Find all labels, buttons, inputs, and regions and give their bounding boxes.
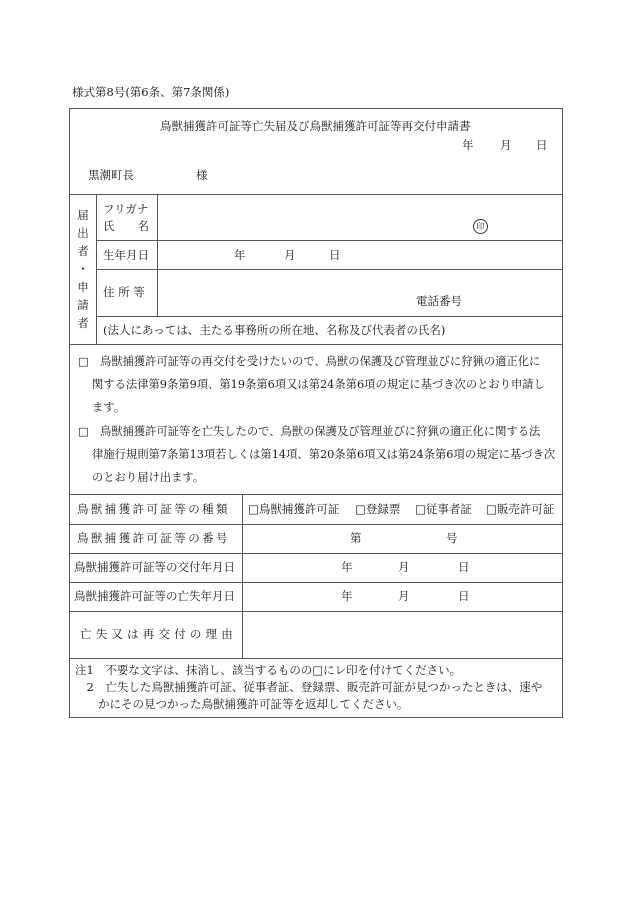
addressee-name: 黒潮町長 xyxy=(88,168,134,182)
loss-day-label: 日 xyxy=(458,589,470,603)
number-suffix: 号 xyxy=(446,531,458,545)
type-option-registration[interactable]: □登録票 xyxy=(355,502,401,516)
issue-date-label: 鳥獣捕獲許可証等の交付年月日 xyxy=(74,560,235,574)
number-prefix: 第 xyxy=(350,531,362,545)
note-line-2: 2 亡失した鳥獣捕獲許可証、従事者証、登録票、販売許可証が見つかったときは、速や xyxy=(75,680,543,694)
loss-year-label: 年 xyxy=(341,589,353,603)
birth-date-label: 生年月日 xyxy=(103,248,149,262)
birth-month-label: 月 xyxy=(284,248,296,262)
type-option-sales-permit[interactable]: □販売許可証 xyxy=(486,502,555,516)
address-field[interactable] xyxy=(158,270,562,316)
address-label: 住 所 等 xyxy=(103,285,145,299)
reason-field[interactable] xyxy=(243,612,562,658)
loss-month-label: 月 xyxy=(398,589,410,603)
reason-label: 亡失又は再交付の理由 xyxy=(80,627,237,641)
permit-type-label: 鳥獣捕獲許可証等の種類 xyxy=(77,502,230,516)
issue-year-label: 年 xyxy=(341,560,353,574)
permit-number-label: 鳥獣捕獲許可証等の番号 xyxy=(77,531,230,545)
birth-day-label: 日 xyxy=(329,248,341,262)
note-line-3: かにその見つかった鳥獣捕獲許可証等を返却してください。 xyxy=(75,697,409,711)
name-field[interactable] xyxy=(158,195,562,240)
furigana-label: フリガナ xyxy=(103,202,149,216)
date-day-label: 日 xyxy=(536,138,548,152)
corporate-note: (法人にあっては、主たる事務所の所在地、名称及び代表者の氏名) xyxy=(103,323,446,337)
date-month-label: 月 xyxy=(500,138,512,152)
option-loss-line-2: 律施行規則第7条第13項若しくは第14項、第20条第6項又は第24条第6項の規定に基づき次 xyxy=(92,448,556,461)
permit-number-field[interactable] xyxy=(243,525,562,553)
note-line-1: 注1 不要な文字は、抹消し、該当するものの□にレ印を付けてください。 xyxy=(75,663,462,677)
loss-date-label: 鳥獣捕獲許可証等の亡失年月日 xyxy=(74,589,235,603)
document-title: 鳥獣捕獲許可証等亡失届及び鳥獣捕獲許可証等再交付申請書 xyxy=(160,119,471,133)
date-year-label: 年 xyxy=(462,138,474,152)
seal-mark-icon: 印 xyxy=(473,219,488,234)
option-loss-line-1: □ 鳥獣捕獲許可証等を亡失したので、鳥獣の保護及び管理並びに狩猟の適正化に関する法 xyxy=(78,425,541,438)
type-option-worker-cert[interactable]: □従事者証 xyxy=(415,502,472,516)
phone-label: 電話番号 xyxy=(416,294,462,308)
name-label: 氏 名 xyxy=(103,219,149,233)
option-loss-line-3: のとおり届け出ます。 xyxy=(92,471,205,484)
type-option-permit[interactable]: □鳥獣捕獲許可証 xyxy=(248,502,340,516)
option-reissue-line-1: □ 鳥獣捕獲許可証等の再交付を受けたいので、鳥獣の保護及び管理並びに狩猟の適正化に xyxy=(78,355,541,368)
form-number-label: 様式第8号(第6条、第7条関係) xyxy=(72,85,230,99)
addressee-honorific: 様 xyxy=(196,168,208,182)
issue-month-label: 月 xyxy=(398,560,410,574)
issue-day-label: 日 xyxy=(458,560,470,574)
option-reissue-line-2: 関する法律第9条第9項、第19条第6項又は第24条第6項の規定に基づき次のとおり申請し xyxy=(92,378,545,391)
birth-date-field[interactable] xyxy=(158,241,562,269)
option-reissue-line-3: ます。 xyxy=(92,401,125,414)
birth-year-label: 年 xyxy=(234,248,246,262)
